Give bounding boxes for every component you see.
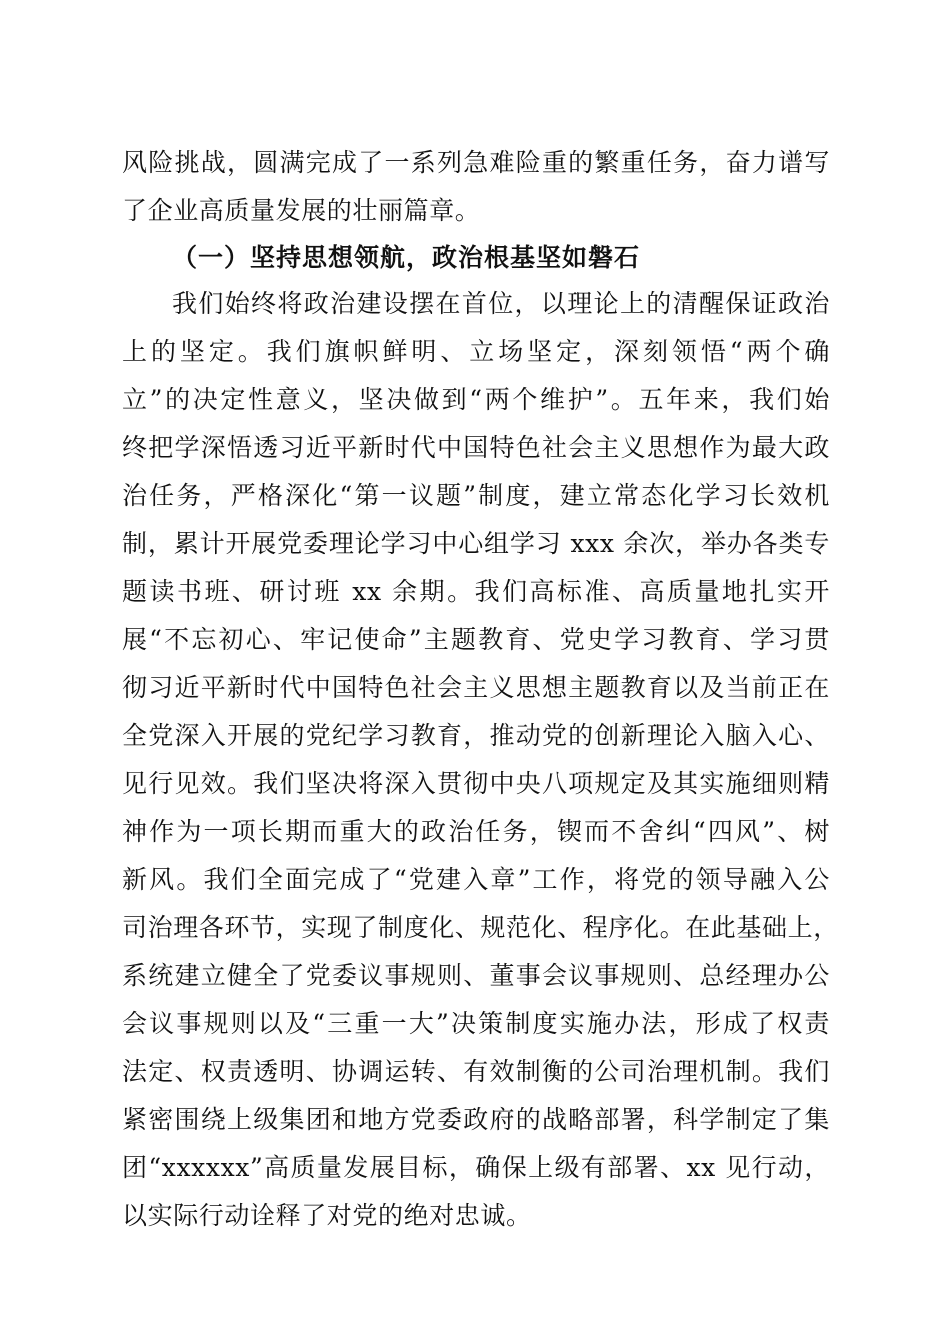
paragraph-line: 彻习近平新时代中国特色社会主义思想主题教育以及当前正在 — [122, 673, 830, 702]
paragraph-line: 全党深入开展的党纪学习教育，推动党的创新理论入脑入心、 — [122, 721, 830, 750]
paragraph-line: 会议事规则以及“三重一大”决策制度实施办法，形成了权责 — [122, 1009, 830, 1038]
paragraph-line: 展“不忘初心、牢记使命”主题教育、党史学习教育、学习贯 — [122, 625, 830, 654]
paragraph-line: 神作为一项长期而重大的政治任务，锲而不舍纠“四风”、树 — [122, 817, 830, 846]
paragraph-line: 以实际行动诠释了对党的绝对忠诚。 — [122, 1201, 532, 1230]
intro-line: 风险挑战，圆满完成了一系列急难险重的繁重任务，奋力谱写 — [122, 148, 830, 177]
paragraph-line: 终把学深悟透习近平新时代中国特色社会主义思想作为最大政 — [122, 433, 830, 462]
paragraph-line: 立”的决定性意义，坚决做到“两个维护”。五年来，我们始 — [122, 385, 830, 414]
paragraph-line: 见行见效。我们坚决将深入贯彻中央八项规定及其实施细则精 — [122, 769, 830, 798]
paragraph-line: 治任务，严格深化“第一议题”制度，建立常态化学习长效机 — [122, 481, 830, 510]
paragraph-line: 司治理各环节，实现了制度化、规范化、程序化。在此基础上， — [122, 913, 839, 942]
paragraph-line: 题读书班、研讨班 xx 余期。我们高标准、高质量地扎实开 — [122, 577, 830, 606]
paragraph-line: 系统建立健全了党委议事规则、董事会议事规则、总经理办公 — [122, 961, 830, 990]
paragraph-line: 我们始终将政治建设摆在首位，以理论上的清醒保证政治 — [172, 289, 830, 318]
paragraph-line: 法定、权责透明、协调运转、有效制衡的公司治理机制。我们 — [122, 1057, 830, 1086]
section-heading: （一）坚持思想领航，政治根基坚如磐石 — [172, 243, 641, 272]
paragraph-line: 制，累计开展党委理论学习中心组学习 xxx 余次，举办各类专 — [122, 529, 830, 558]
paragraph-line: 紧密围绕上级集团和地方党委政府的战略部署，科学制定了集 — [122, 1105, 830, 1134]
paragraph-line: 新风。我们全面完成了“党建入章”工作，将党的领导融入公 — [122, 865, 830, 894]
paragraph-line: 上的坚定。我们旗帜鲜明、立场坚定，深刻领悟“两个确 — [122, 337, 830, 366]
paragraph-line: 团“xxxxxx”高质量发展目标，确保上级有部署、xx 见行动， — [122, 1153, 830, 1182]
intro-line: 了企业高质量发展的壮丽篇章。 — [122, 196, 481, 225]
